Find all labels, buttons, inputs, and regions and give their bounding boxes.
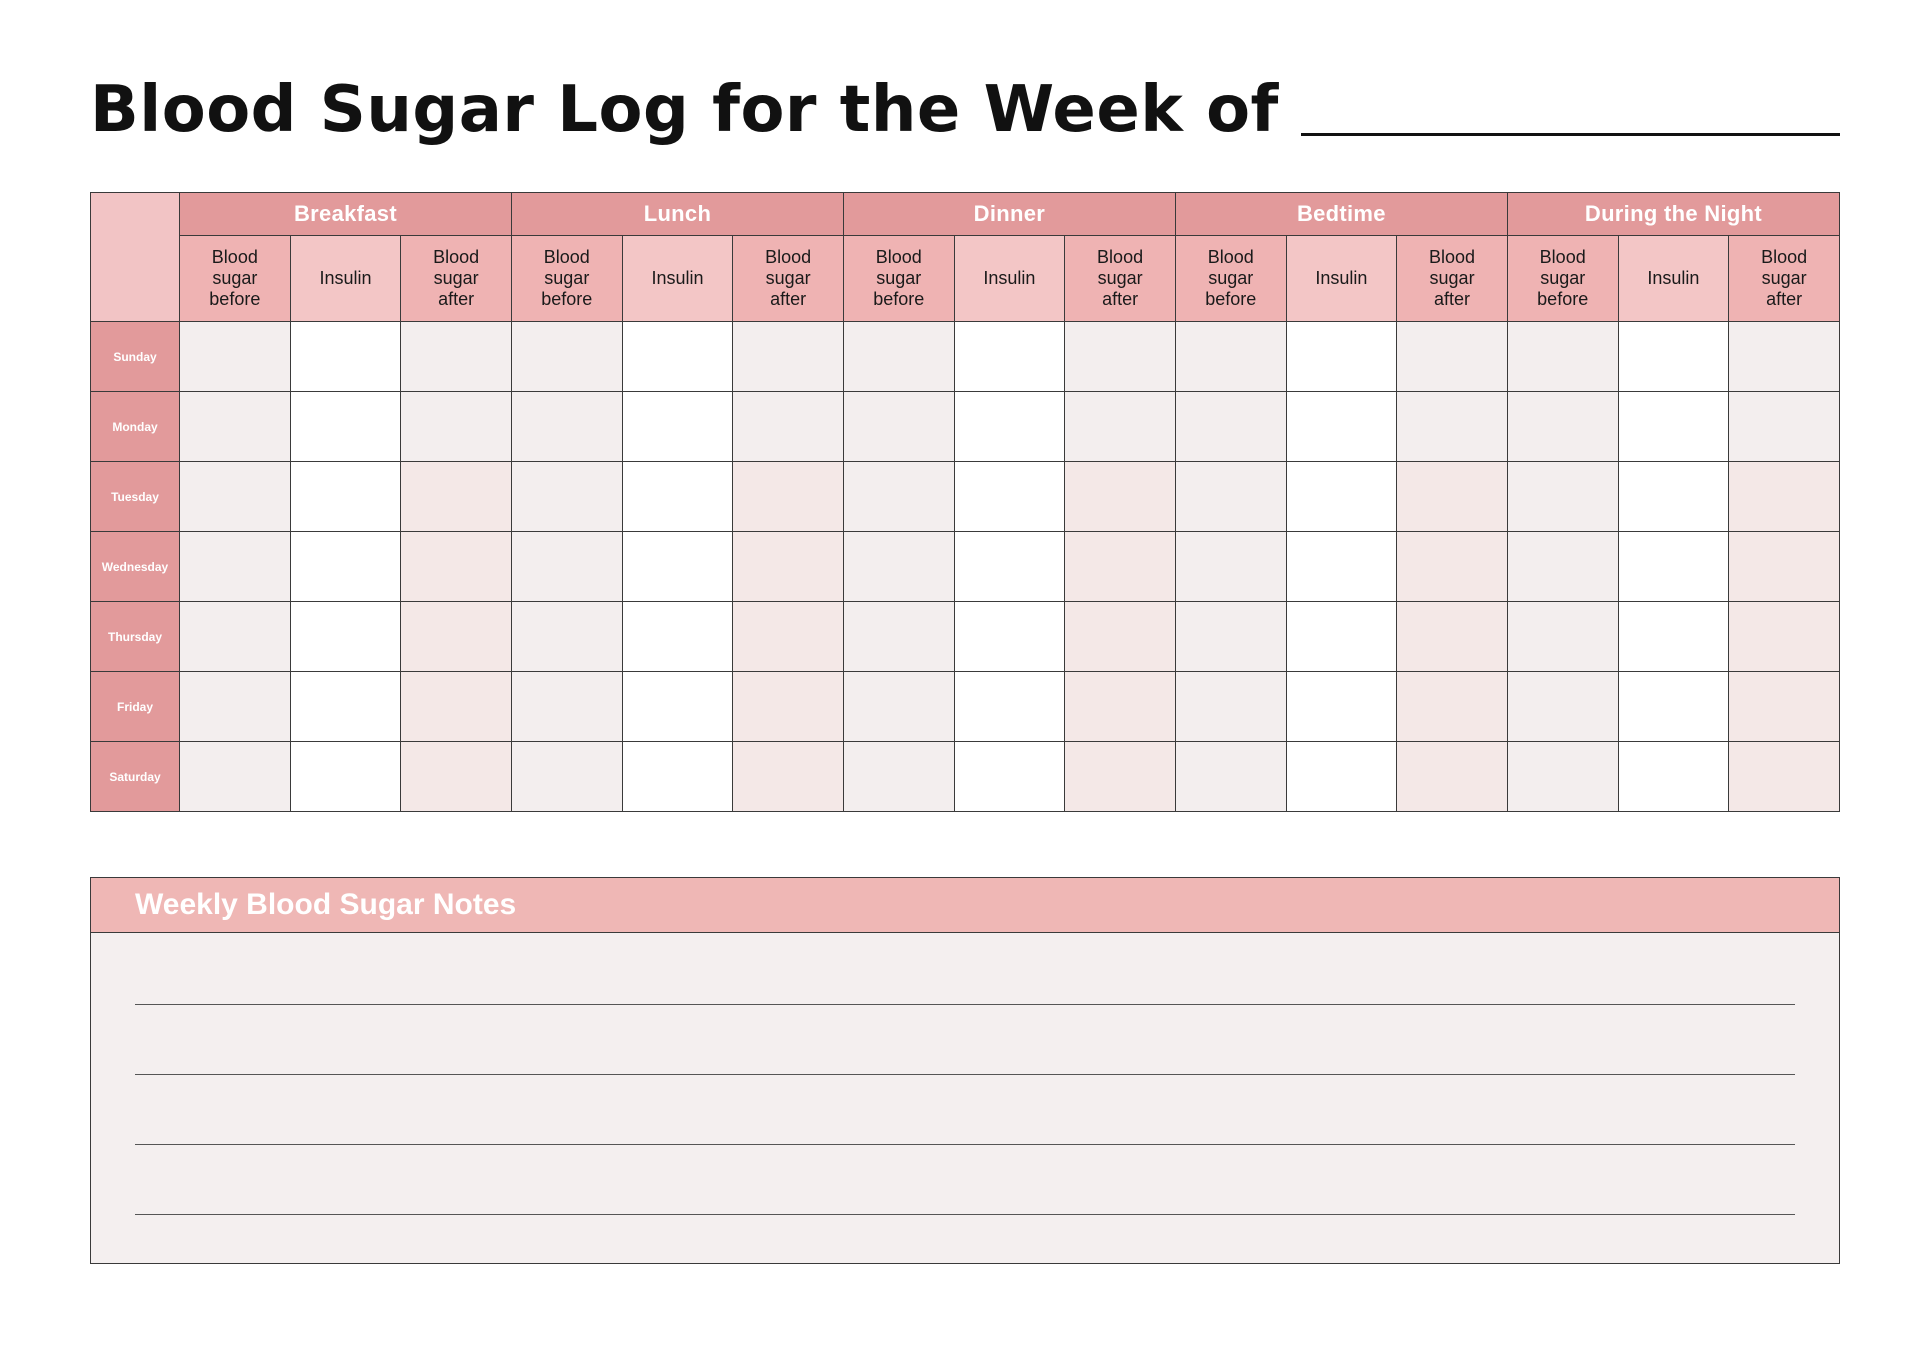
subcolumn-header-word: after [1434, 289, 1471, 309]
log-entry-cell[interactable] [511, 322, 622, 392]
log-entry-cell[interactable] [733, 672, 844, 742]
subcolumn-header-word: Blood [1761, 247, 1808, 267]
subcolumn-header-word: sugar [765, 268, 811, 288]
subcolumn-header-word: sugar [212, 268, 258, 288]
log-entry-cell[interactable] [843, 462, 954, 532]
log-entry-cell[interactable] [622, 532, 733, 602]
log-entry-cell[interactable] [733, 462, 844, 532]
log-entry-cell[interactable] [1507, 392, 1618, 462]
subcolumn-header-word: before [1537, 289, 1589, 309]
subcolumn-header-word: Blood [433, 247, 480, 267]
log-entry-cell[interactable] [843, 532, 954, 602]
subcolumn-header [622, 236, 733, 322]
log-entry-cell[interactable] [1065, 742, 1176, 812]
log-entry-cell[interactable] [1397, 322, 1508, 392]
log-entry-cell[interactable] [290, 462, 401, 532]
log-entry-cell[interactable] [1507, 602, 1618, 672]
log-entry-cell[interactable] [1507, 672, 1618, 742]
log-entry-cell[interactable] [1397, 742, 1508, 812]
subcolumn-header [401, 236, 512, 322]
log-entry-cell[interactable] [1175, 322, 1286, 392]
subcolumn-header-word: after [438, 289, 475, 309]
log-entry-cell[interactable] [843, 602, 954, 672]
log-entry-cell[interactable] [290, 602, 401, 672]
log-entry-cell[interactable] [1397, 602, 1508, 672]
log-entry-cell[interactable] [1618, 462, 1729, 532]
note-line[interactable] [135, 1074, 1795, 1075]
day-label: Saturday [91, 742, 180, 812]
table-row [91, 602, 1840, 672]
meal-header: During the Night [1507, 193, 1839, 236]
subcolumn-header [1397, 236, 1508, 322]
log-entry-cell[interactable] [954, 532, 1065, 602]
subcolumn-header [1507, 236, 1618, 322]
table-row [91, 532, 1840, 602]
log-entry-cell[interactable] [290, 322, 401, 392]
log-entry-cell[interactable] [1729, 532, 1840, 602]
log-entry-cell[interactable] [622, 322, 733, 392]
meal-header: Lunch [511, 193, 843, 236]
log-entry-cell[interactable] [733, 322, 844, 392]
log-entry-cell[interactable] [733, 602, 844, 672]
log-entry-cell[interactable] [401, 742, 512, 812]
log-entry-cell[interactable] [733, 392, 844, 462]
log-entry-cell[interactable] [1175, 672, 1286, 742]
subheader-row [91, 236, 1840, 322]
table-row [91, 672, 1840, 742]
day-label: Monday [91, 392, 180, 462]
log-entry-cell[interactable] [1286, 602, 1397, 672]
log-entry-cell[interactable] [511, 672, 622, 742]
log-entry-cell[interactable] [511, 602, 622, 672]
log-entry-cell[interactable] [1507, 742, 1618, 812]
subcolumn-header-word: Insulin [319, 268, 372, 288]
week-of-blank-line[interactable] [1301, 133, 1840, 136]
subcolumn-header-word: sugar [544, 268, 590, 288]
subcolumn-header-word: Blood [211, 247, 258, 267]
log-entry-cell[interactable] [954, 742, 1065, 812]
log-entry-cell[interactable] [733, 532, 844, 602]
meal-header: Dinner [843, 193, 1175, 236]
log-entry-cell[interactable] [1397, 672, 1508, 742]
table-row [91, 392, 1840, 462]
meal-header-row [91, 193, 1840, 236]
subcolumn-header-word: Insulin [651, 268, 704, 288]
subcolumn-header-word: Blood [1429, 247, 1476, 267]
log-entry-cell[interactable] [401, 532, 512, 602]
subcolumn-header [290, 236, 401, 322]
log-entry-cell[interactable] [1729, 392, 1840, 462]
log-entry-cell[interactable] [1729, 322, 1840, 392]
subcolumn-header [511, 236, 622, 322]
log-entry-cell[interactable] [511, 742, 622, 812]
log-entry-cell[interactable] [1065, 322, 1176, 392]
log-entry-cell[interactable] [401, 392, 512, 462]
log-entry-cell[interactable] [401, 672, 512, 742]
meal-header: Breakfast [180, 193, 512, 236]
log-entry-cell[interactable] [622, 392, 733, 462]
log-entry-cell[interactable] [1286, 322, 1397, 392]
log-entry-cell[interactable] [622, 672, 733, 742]
subcolumn-header [1618, 236, 1729, 322]
subcolumn-header-word: sugar [1540, 268, 1586, 288]
notes-title: Weekly Blood Sugar Notes [135, 888, 517, 921]
log-entry-cell[interactable] [1065, 462, 1176, 532]
log-entry-cell[interactable] [180, 532, 291, 602]
subcolumn-header [733, 236, 844, 322]
subcolumn-header-word: Insulin [1315, 268, 1368, 288]
log-entry-cell[interactable] [1397, 532, 1508, 602]
log-entry-cell[interactable] [1397, 392, 1508, 462]
note-line[interactable] [135, 1004, 1795, 1005]
log-entry-cell[interactable] [1618, 532, 1729, 602]
log-entry-cell[interactable] [1507, 532, 1618, 602]
subcolumn-header-word: sugar [1208, 268, 1254, 288]
log-entry-cell[interactable] [954, 602, 1065, 672]
subcolumn-header-word: Blood [1207, 247, 1254, 267]
log-entry-cell[interactable] [1065, 532, 1176, 602]
day-label: Friday [91, 672, 180, 742]
subcolumn-header-word: Insulin [983, 268, 1036, 288]
subcolumn-header-word: sugar [876, 268, 922, 288]
subcolumn-header [1286, 236, 1397, 322]
log-entry-cell[interactable] [622, 742, 733, 812]
log-entry-cell[interactable] [180, 322, 291, 392]
day-label: Wednesday [91, 532, 180, 602]
subcolumn-header-word: after [1102, 289, 1139, 309]
log-entry-cell[interactable] [1618, 672, 1729, 742]
log-entry-cell[interactable] [843, 672, 954, 742]
subcolumn-header [843, 236, 954, 322]
log-entry-cell[interactable] [843, 392, 954, 462]
note-line[interactable] [135, 1144, 1795, 1145]
subcolumn-header-word: Blood [1539, 247, 1586, 267]
subcolumn-header [1065, 236, 1176, 322]
log-entry-cell[interactable] [290, 392, 401, 462]
log-entry-cell[interactable] [180, 602, 291, 672]
log-entry-cell[interactable] [954, 672, 1065, 742]
log-entry-cell[interactable] [1618, 322, 1729, 392]
log-entry-cell[interactable] [1729, 602, 1840, 672]
log-entry-cell[interactable] [290, 672, 401, 742]
log-entry-cell[interactable] [401, 602, 512, 672]
subcolumn-header-word: Blood [1097, 247, 1144, 267]
log-entry-cell[interactable] [290, 742, 401, 812]
log-entry-cell[interactable] [180, 672, 291, 742]
log-entry-cell[interactable] [1729, 672, 1840, 742]
log-entry-cell[interactable] [954, 322, 1065, 392]
log-entry-cell[interactable] [1175, 462, 1286, 532]
notes-header [91, 878, 1839, 933]
log-entry-cell[interactable] [1618, 602, 1729, 672]
subcolumn-header-word: after [1766, 289, 1803, 309]
log-entry-cell[interactable] [954, 462, 1065, 532]
log-entry-cell[interactable] [733, 742, 844, 812]
corner-cell [91, 193, 180, 322]
day-label: Thursday [91, 602, 180, 672]
subcolumn-header-word: Insulin [1647, 268, 1700, 288]
log-entry-cell[interactable] [1507, 462, 1618, 532]
subcolumn-header-word: Blood [765, 247, 812, 267]
log-entry-cell[interactable] [1286, 532, 1397, 602]
log-entry-cell[interactable] [1618, 742, 1729, 812]
subcolumn-header-word: before [541, 289, 593, 309]
log-entry-cell[interactable] [1618, 392, 1729, 462]
log-entry-cell[interactable] [180, 462, 291, 532]
log-entry-cell[interactable] [954, 392, 1065, 462]
log-entry-cell[interactable] [1175, 532, 1286, 602]
log-entry-cell[interactable] [1286, 742, 1397, 812]
subcolumn-header-word: sugar [1761, 268, 1807, 288]
subcolumn-header [954, 236, 1065, 322]
log-entry-cell[interactable] [511, 392, 622, 462]
log-entry-cell[interactable] [1729, 742, 1840, 812]
blood-sugar-log-table [90, 192, 1840, 812]
weekly-notes-panel [90, 877, 1840, 1264]
log-entry-cell[interactable] [622, 462, 733, 532]
log-entry-cell[interactable] [843, 742, 954, 812]
log-entry-cell[interactable] [1065, 392, 1176, 462]
table-row [91, 322, 1840, 392]
log-entry-cell[interactable] [180, 392, 291, 462]
log-entry-cell[interactable] [1065, 672, 1176, 742]
log-entry-cell[interactable] [1175, 742, 1286, 812]
log-entry-cell[interactable] [1286, 392, 1397, 462]
subcolumn-header-word: sugar [1097, 268, 1143, 288]
note-line[interactable] [135, 1214, 1795, 1215]
table-row [91, 742, 1840, 812]
subcolumn-header-word: sugar [433, 268, 479, 288]
log-entry-cell[interactable] [1286, 672, 1397, 742]
log-entry-cell[interactable] [511, 532, 622, 602]
subcolumn-header-word: before [873, 289, 925, 309]
subcolumn-header-word: before [209, 289, 261, 309]
subcolumn-header-word: sugar [1429, 268, 1475, 288]
log-entry-cell[interactable] [1507, 322, 1618, 392]
log-entry-cell[interactable] [1729, 462, 1840, 532]
subcolumn-header [1175, 236, 1286, 322]
log-entry-cell[interactable] [1175, 392, 1286, 462]
log-entry-cell[interactable] [1286, 462, 1397, 532]
day-label: Tuesday [91, 462, 180, 532]
log-entry-cell[interactable] [1065, 602, 1176, 672]
subcolumn-header-word: before [1205, 289, 1257, 309]
page-title: Blood Sugar Log for the Week of [90, 73, 1279, 147]
subcolumn-header-word: Blood [875, 247, 922, 267]
subcolumn-header-word: Blood [543, 247, 590, 267]
log-entry-cell[interactable] [843, 322, 954, 392]
log-entry-cell[interactable] [1175, 602, 1286, 672]
day-label: Sunday [91, 322, 180, 392]
subcolumn-header [180, 236, 291, 322]
log-entry-cell[interactable] [1397, 462, 1508, 532]
log-entry-cell[interactable] [511, 462, 622, 532]
table-row [91, 462, 1840, 532]
log-body [91, 322, 1840, 812]
log-entry-cell[interactable] [401, 462, 512, 532]
subcolumn-header [1729, 236, 1840, 322]
log-entry-cell[interactable] [401, 322, 512, 392]
meal-header: Bedtime [1175, 193, 1507, 236]
log-entry-cell[interactable] [290, 532, 401, 602]
title-row [90, 62, 1840, 147]
subcolumn-header-word: after [770, 289, 807, 309]
log-entry-cell[interactable] [622, 602, 733, 672]
log-entry-cell[interactable] [180, 742, 291, 812]
